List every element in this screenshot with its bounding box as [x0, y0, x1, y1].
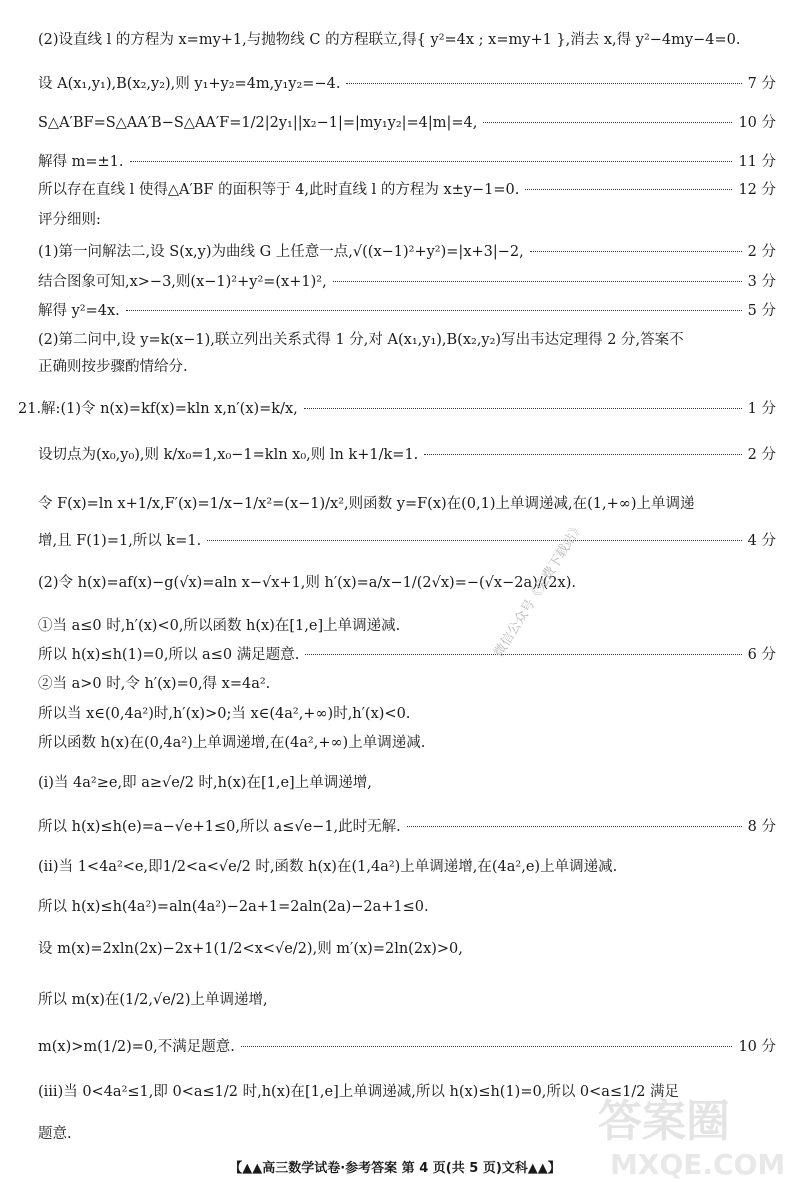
text-line-20: 所以当 x∈(0,4a²)时,h′(x)>0;当 x∈(4a²,+∞)时,h′(x)<0. — [38, 706, 411, 722]
leader-dots — [407, 826, 742, 827]
text-line-1: (2)设直线 l 的方程为 x=my+1,与抛物线 C 的方程联立,得{ y²=4x ; x=my+1 },消去 x,得 y²−4my−4=0. — [38, 32, 741, 48]
text-line-16: (2)令 h(x)=af(x)−g(√x)=aln x−√x+1,则 h′(x)=a/x−1/(2√x)=−(√x−2a)/(2x). — [38, 575, 576, 591]
leader-dots — [333, 281, 742, 282]
watermark-text: 微信公众号《免费下载站》 — [491, 519, 587, 661]
leader-dots — [130, 161, 733, 162]
score: 4 分 — [747, 533, 776, 549]
text-line-4: 解得 m=±1. 11 分 — [38, 150, 776, 171]
leader-dots — [207, 540, 741, 541]
text-line-7: (1)第一问解法二,设 S(x,y)为曲线 G 上任意一点,√((x−1)²+y²)=|x+3|−2, 2 分 — [38, 240, 776, 261]
text-line-26: 设 m(x)=2xln(2x)−2x+1(1/2<x<√e/2),则 m′(x)=2ln(2x)>0, — [38, 941, 463, 957]
text-line-27: 所以 m(x)在(1/2,√e/2)上单调递增, — [38, 992, 268, 1008]
score: 10 分 — [738, 115, 776, 131]
text-line-13: 设切点为(x₀,y₀),则 k/x₀=1,x₀−1=kln x₀,则 ln k+1/k=1. 2 分 — [38, 443, 776, 464]
score: 12 分 — [738, 182, 776, 198]
score: 11 分 — [738, 154, 776, 170]
text-line-17: ①当 a≤0 时,h′(x)<0,所以函数 h(x)在[1,e]上单调递减. — [38, 618, 401, 634]
text-line-29: (ⅲ)当 0<4a²≤1,即 0<a≤1/2 时,h(x)在[1,e]上单调递减,所以 h(x)≤h(1)=0,所以 0<a≤1/2 满足 — [38, 1084, 680, 1100]
text-line-18: 所以 h(x)≤h(1)=0,所以 a≤0 满足题意. 6 分 — [38, 643, 776, 664]
svg-text:答案圈: 答案圈 — [598, 1096, 730, 1147]
leader-dots — [126, 310, 742, 311]
text-line-5: 所以存在直线 l 使得△A′BF 的面积等于 4,此时直线 l 的方程为 x±y−1=0. 12 分 — [38, 178, 776, 199]
score: 5 分 — [747, 303, 776, 319]
leader-dots — [346, 83, 741, 84]
score: 1 分 — [747, 401, 776, 417]
score: 10 分 — [738, 1039, 776, 1055]
text-line-8: 结合图象可知,x>−3,则(x−1)²+y²=(x+1)², 3 分 — [38, 270, 776, 291]
text-line-24: (ⅱ)当 1<4a²<e,即1/2<a<√e/2 时,函数 h(x)在(1,4a²)上单调递增,在(4a²,e)上单调递减. — [38, 859, 618, 875]
score: 3 分 — [747, 274, 776, 290]
text-line-22: (ⅰ)当 4a²≥e,即 a≥√e/2 时,h(x)在[1,e]上单调递增, — [38, 775, 372, 791]
text-line-28: m(x)>m(1/2)=0,不满足题意. 10 分 — [38, 1035, 776, 1056]
score: 7 分 — [747, 76, 776, 92]
text-line-6: 评分细则: — [38, 212, 101, 228]
score: 2 分 — [747, 447, 776, 463]
score: 2 分 — [747, 244, 776, 260]
text-line-14: 令 F(x)=ln x+1/x,F′(x)=1/x−1/x²=(x−1)/x²,则函数 y=F(x)在(0,1)上单调递减,在(1,+∞)上单调递 — [38, 496, 695, 512]
text-line-23: 所以 h(x)≤h(e)=a−√e+1≤0,所以 a≤√e−1,此时无解. 8 分 — [38, 815, 776, 836]
text-line-12: 21.解:(1)令 n(x)=kf(x)=kln x,n′(x)=k/x, 1 分 — [18, 397, 776, 418]
svg-text:MXQE.COM: MXQE.COM — [610, 1148, 786, 1179]
leader-dots — [424, 454, 741, 455]
score: 6 分 — [747, 647, 776, 663]
text-line-19: ②当 a>0 时,令 h′(x)=0,得 x=4a². — [38, 676, 271, 692]
text-line-10: (2)第二问中,设 y=k(x−1),联立列出关系式得 1 分,对 A(x₁,y₁),B(x₂,y₂)写出韦达定理得 2 分,答案不 — [38, 332, 684, 348]
leader-dots — [305, 654, 741, 655]
text-line-3: S△A′BF=S△AA′B−S△AA′F=1/2|2y₁||x₂−1|=|my₁y₂|=4|m|=4, 10 分 — [38, 111, 776, 132]
leader-dots — [483, 122, 732, 123]
page-footer: 【▲▲高三数学试卷·参考答案 第 4 页(共 5 页)文科▲▲】 — [229, 1161, 561, 1176]
text-line-11: 正确则按步骤酌情给分. — [38, 359, 188, 375]
text-line-25: 所以 h(x)≤h(4a²)=aln(4a²)−2a+1=2aln(2a)−2a+1≤0. — [38, 899, 429, 915]
leader-dots — [304, 408, 742, 409]
text-line-9: 解得 y²=4x. 5 分 — [38, 299, 776, 320]
text-line-15: 增,且 F(1)=1,所以 k=1. 4 分 — [38, 529, 776, 550]
text-line-21: 所以函数 h(x)在(0,4a²)上单调递增,在(4a²,+∞)上单调递减. — [38, 735, 426, 751]
leader-dots — [525, 189, 732, 190]
leader-dots — [241, 1046, 733, 1047]
score: 8 分 — [747, 819, 776, 835]
text-line-2: 设 A(x₁,y₁),B(x₂,y₂),则 y₁+y₂=4m,y₁y₂=−4. 7 分 — [38, 72, 776, 93]
text-line-30: 题意. — [38, 1126, 72, 1142]
leader-dots — [530, 251, 742, 252]
